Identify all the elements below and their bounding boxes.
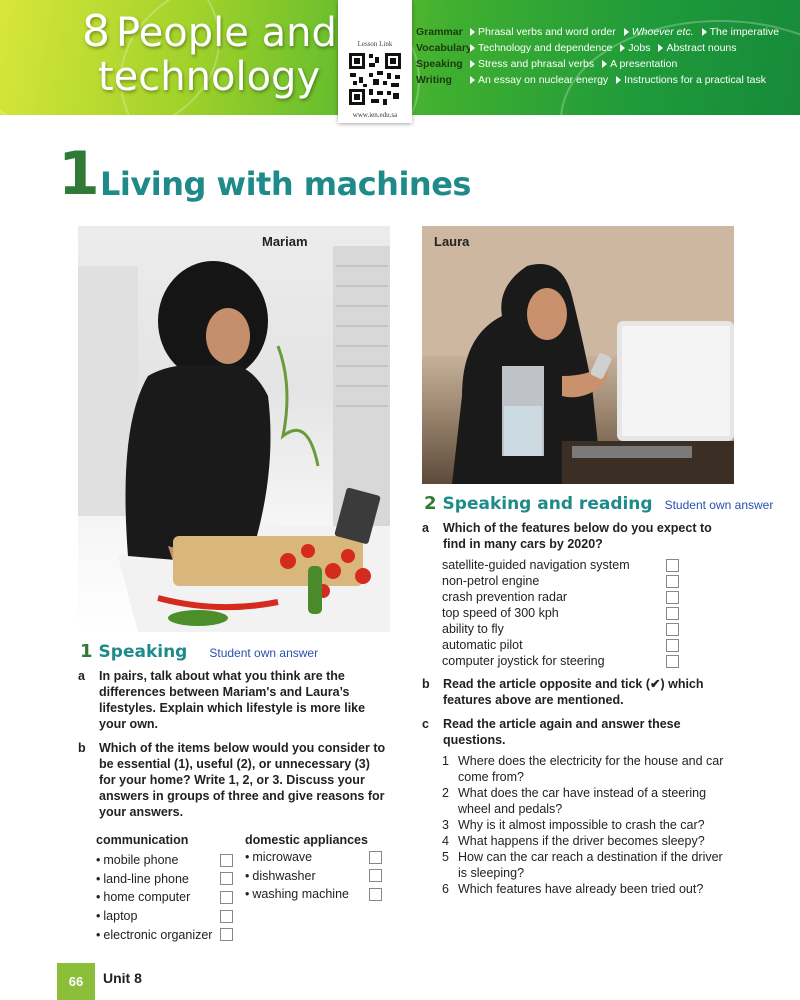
- triangle-bullet-icon: [470, 76, 475, 84]
- lesson-number: 1: [58, 139, 100, 209]
- footer-unit-label: Unit 8: [103, 970, 142, 986]
- qr-code-icon[interactable]: [347, 51, 403, 107]
- question-text: Read the article again and answer these questions.: [443, 717, 681, 747]
- topic-item-text: Abstract nouns: [666, 42, 737, 54]
- topic-item-text: Jobs: [628, 42, 651, 54]
- bullet-icon: •: [245, 868, 250, 883]
- lesson-link-url[interactable]: www.ien.edu.sa: [352, 111, 398, 119]
- topic-row-writing: [416, 72, 800, 88]
- question-text: How can the car reach a destination if the driver is sleeping?: [458, 850, 723, 880]
- feature-text: non-petrol engine: [442, 574, 540, 588]
- communication-header: communication: [96, 833, 189, 847]
- topic-key: Writing: [416, 74, 452, 86]
- section-2-title: Speaking and reading: [442, 494, 653, 514]
- feature-checkbox[interactable]: [666, 591, 679, 604]
- topic-item-text: Phrasal verbs and word order: [478, 26, 616, 38]
- section-1-number: 1: [80, 641, 93, 662]
- section-1-question-b: [78, 740, 390, 820]
- feature-item: [442, 589, 679, 605]
- feature-item: [442, 637, 679, 653]
- section-2-number: 2: [424, 493, 437, 514]
- list-item: [96, 888, 233, 907]
- section-1-heading: [80, 641, 318, 662]
- section-2-question-a: [422, 520, 722, 552]
- question-text: Where does the electricity for the house and car come from?: [458, 754, 724, 784]
- topic-item: [470, 26, 616, 38]
- rating-box[interactable]: [369, 851, 382, 864]
- question-number: 6: [442, 882, 449, 896]
- feature-text: automatic pilot: [442, 638, 523, 652]
- communication-list: [96, 833, 233, 944]
- unit-topics: [416, 24, 800, 88]
- topic-item: [616, 74, 766, 86]
- section-1-title: Speaking: [98, 642, 188, 662]
- section-2-question-b: [422, 676, 722, 708]
- list-item: [96, 870, 233, 889]
- section-1-answer-note: Student own answer: [209, 646, 319, 660]
- triangle-bullet-icon: [624, 28, 629, 36]
- topic-item-text: A presentation: [610, 58, 678, 70]
- list-item-text: microwave: [252, 850, 313, 865]
- topic-row-grammar: [416, 24, 800, 40]
- question-text: What happens if the driver becomes sleepy?: [458, 834, 705, 848]
- section-2-heading: [424, 493, 773, 514]
- numbered-question: [442, 881, 732, 897]
- numbered-question: [442, 785, 732, 817]
- feature-item: [442, 605, 679, 621]
- photo-mariam-cooking: [78, 226, 390, 632]
- photo-label-laura: Laura: [434, 234, 470, 249]
- question-text: In pairs, talk about what you think are the differences between Mariam's and Laura’s lifestyles. Explain which lifestyle is more like your own.: [99, 669, 366, 731]
- feature-checkbox[interactable]: [666, 575, 679, 588]
- feature-checkbox[interactable]: [666, 655, 679, 668]
- question-letter: b: [78, 741, 86, 755]
- feature-checkbox[interactable]: [666, 607, 679, 620]
- page-number: 66: [57, 963, 95, 1000]
- feature-text: ability to fly: [442, 622, 504, 636]
- question-text: Why is it almost impossible to crash the car?: [458, 818, 705, 832]
- bullet-icon: •: [245, 850, 250, 865]
- topic-item: [470, 42, 612, 54]
- rating-box[interactable]: [220, 910, 233, 923]
- topic-item: [624, 26, 694, 38]
- bullet-icon: •: [96, 927, 101, 942]
- topic-item: [470, 74, 608, 86]
- questions-list: [442, 753, 732, 897]
- topic-row-speaking: [416, 56, 800, 72]
- topic-item-text: Instructions for a practical task: [624, 74, 766, 86]
- feature-checkbox[interactable]: [666, 639, 679, 652]
- topic-item: [658, 42, 736, 54]
- question-letter: a: [78, 669, 85, 683]
- list-item-text: land-line phone: [103, 871, 189, 886]
- section-2-answer-note: Student own answer: [664, 498, 774, 512]
- list-item-text: mobile phone: [103, 853, 179, 868]
- list-item-text: dishwasher: [252, 868, 316, 883]
- list-item-text: washing machine: [252, 887, 349, 902]
- unit-number: 8: [82, 6, 110, 57]
- feature-text: satellite-guided navigation system: [442, 558, 630, 572]
- lesson-link-label: Lesson Link: [357, 40, 393, 48]
- domestic-header: domestic appliances: [245, 833, 368, 847]
- list-item-text: laptop: [103, 909, 138, 924]
- question-number: 5: [442, 850, 449, 864]
- topic-item: [620, 42, 650, 54]
- photo-laura-phone: [422, 226, 734, 484]
- lesson-link-card[interactable]: [338, 0, 412, 123]
- question-number: 3: [442, 818, 449, 832]
- rating-box[interactable]: [220, 928, 233, 941]
- rating-box[interactable]: [220, 891, 233, 904]
- feature-item: [442, 573, 679, 589]
- topic-item-text: Stress and phrasal verbs: [478, 58, 595, 70]
- photo-label-mariam: Mariam: [262, 234, 308, 249]
- feature-text: computer joystick for steering: [442, 654, 605, 668]
- lesson-title: Living with machines: [100, 165, 471, 203]
- domestic-appliances-list: [245, 833, 382, 904]
- unit-title-line2: technology: [98, 54, 321, 100]
- feature-text: crash prevention radar: [442, 590, 568, 604]
- question-letter: a: [422, 521, 429, 535]
- list-item: [245, 848, 382, 867]
- question-letter: b: [422, 677, 430, 691]
- topic-item-text: The imperative: [709, 26, 780, 38]
- bullet-icon: •: [245, 887, 250, 902]
- bullet-icon: •: [96, 853, 101, 868]
- rating-box[interactable]: [220, 872, 233, 885]
- topic-key: Speaking: [416, 58, 463, 70]
- numbered-question: [442, 753, 732, 785]
- list-item: [96, 851, 233, 870]
- bullet-icon: •: [96, 909, 101, 924]
- unit-title-line1: People and: [116, 10, 337, 56]
- topic-key: Vocabulary: [416, 42, 472, 54]
- feature-text: top speed of 300 kph: [442, 606, 559, 620]
- topic-key: Grammar: [416, 26, 463, 38]
- question-number: 4: [442, 834, 449, 848]
- triangle-bullet-icon: [616, 76, 621, 84]
- triangle-bullet-icon: [470, 28, 475, 36]
- bullet-icon: •: [96, 871, 101, 886]
- list-item: [96, 907, 233, 926]
- list-item: [96, 925, 233, 944]
- question-text: What does the car have instead of a steering wheel and pedals?: [458, 786, 707, 816]
- triangle-bullet-icon: [470, 60, 475, 68]
- question-text: Which of the items below would you consider to be essential (1), useful (2), or unnecessary (3) for your home? Write 1, 2, or 3. Discuss your answers in groups of three and give reasons for your answers.: [99, 741, 386, 819]
- feature-checkbox[interactable]: [666, 559, 679, 572]
- list-item: [245, 867, 382, 886]
- list-item: [245, 885, 382, 904]
- question-number: 1: [442, 754, 449, 768]
- triangle-bullet-icon: [602, 60, 607, 68]
- unit-title: [82, 6, 342, 100]
- numbered-question: [442, 849, 732, 881]
- topic-item: [602, 58, 677, 70]
- list-item-text: home computer: [103, 890, 191, 905]
- triangle-bullet-icon: [702, 28, 707, 36]
- rating-box[interactable]: [369, 888, 382, 901]
- topic-item: [470, 58, 594, 70]
- numbered-question: [442, 833, 732, 849]
- triangle-bullet-icon: [470, 44, 475, 52]
- list-item-text: electronic organizer: [103, 927, 213, 942]
- numbered-question: [442, 817, 732, 833]
- question-letter: c: [422, 717, 429, 731]
- feature-item: [442, 653, 679, 669]
- feature-item: [442, 557, 679, 573]
- question-number: 2: [442, 786, 449, 800]
- question-text: Which features have already been tried out?: [458, 882, 704, 896]
- rating-box[interactable]: [220, 854, 233, 867]
- section-2-question-c: [422, 716, 722, 748]
- triangle-bullet-icon: [620, 44, 625, 52]
- section-1-question-a: [78, 668, 390, 732]
- question-text: Read the article opposite and tick (✔) which features above are mentioned.: [443, 677, 704, 707]
- feature-checkbox[interactable]: [666, 623, 679, 636]
- bullet-icon: •: [96, 890, 101, 905]
- question-text: Which of the features below do you expect to find in many cars by 2020?: [443, 521, 712, 551]
- triangle-bullet-icon: [658, 44, 663, 52]
- feature-item: [442, 621, 679, 637]
- topic-row-vocabulary: [416, 40, 800, 56]
- topic-item-text: Technology and dependence: [478, 42, 613, 54]
- rating-box[interactable]: [369, 869, 382, 882]
- features-list: [442, 557, 679, 669]
- topic-item: [702, 26, 779, 38]
- topic-item-text: An essay on nuclear energy: [478, 74, 609, 86]
- topic-item-text: Whoever etc.: [631, 26, 694, 38]
